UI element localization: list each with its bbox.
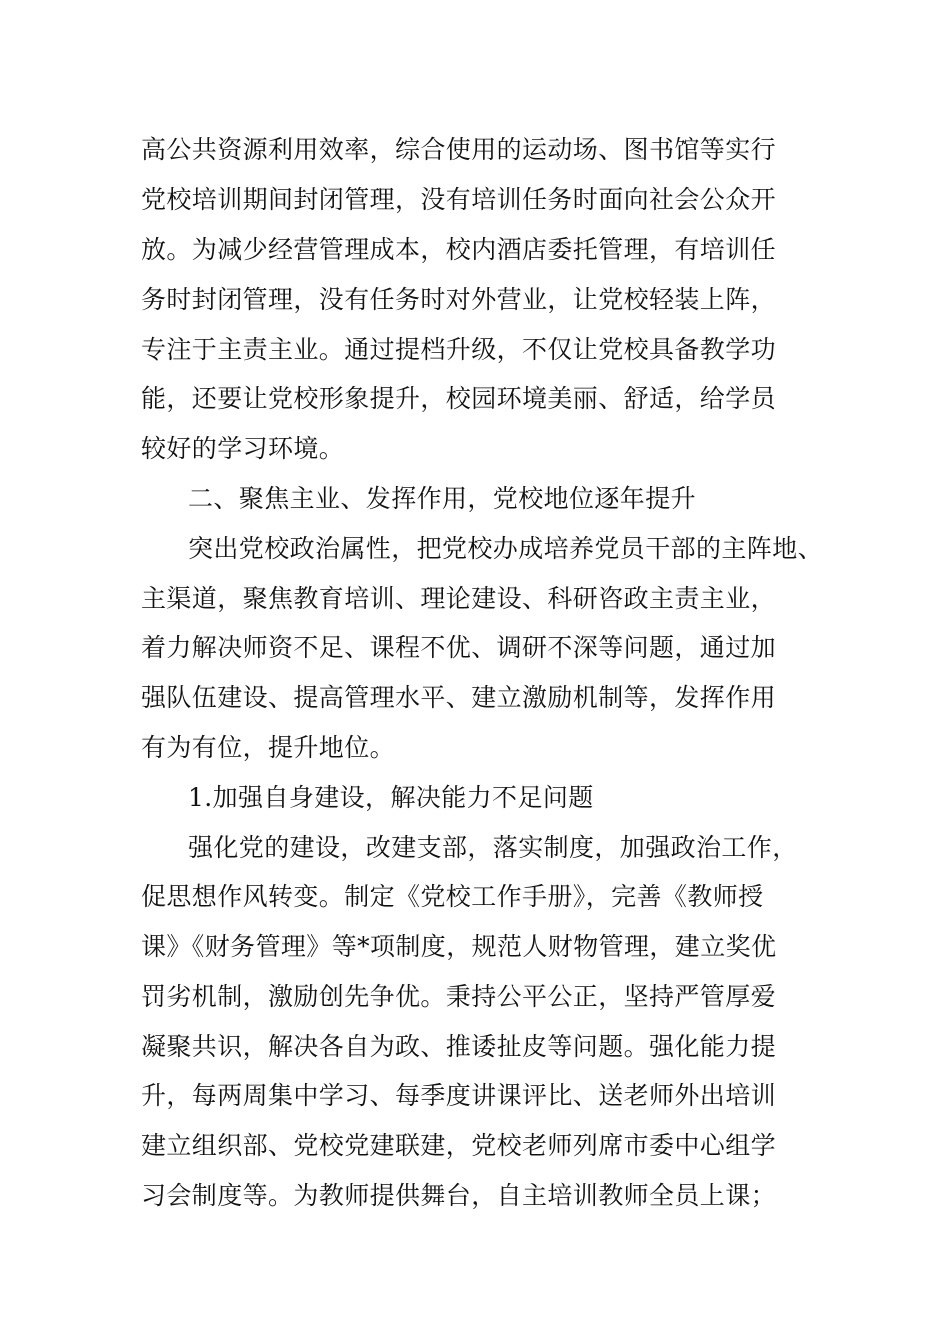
text-line: 突出党校政治属性，把党校办成培养党员干部的主阵地、	[188, 534, 824, 563]
text-line: 升，每两周集中学习、每季度讲课评比、送老师外出培训	[141, 1081, 777, 1110]
text-line: 专注于主责主业。通过提档升级，不仅让党校具备教学功	[141, 335, 777, 364]
text-line: 能，还要让党校形象提升，校园环境美丽、舒适，给学员	[141, 384, 777, 413]
text-line: 务时封闭管理，没有任务时对外营业，让党校轻装上阵，	[141, 285, 777, 314]
text-line: 主渠道，聚焦教育培训、理论建设、科研咨政主责主业，	[141, 584, 777, 613]
text-line: 较好的学习环境。	[141, 434, 345, 463]
text-line: 强队伍建设、提高管理水平、建立激励机制等，发挥作用	[141, 683, 777, 712]
text-line: 课》《财务管理》等*项制度，规范人财物管理，建立奖优	[141, 932, 777, 961]
text-line: 党校培训期间封闭管理，没有培训任务时面向社会公众开	[141, 185, 777, 214]
text-line: 凝聚共识，解决各自为政、推诿扯皮等问题。强化能力提	[141, 1032, 777, 1061]
text-line: 罚劣机制，激励创先争优。秉持公平公正，坚持严管厚爱	[141, 982, 777, 1011]
section-heading: 二、聚焦主业、发挥作用，党校地位逐年提升	[188, 484, 697, 513]
text-line: 建立组织部、党校党建联建，党校老师列席市委中心组学	[141, 1131, 777, 1160]
text-line: 强化党的建设，改建支部，落实制度，加强政治工作，	[188, 833, 798, 862]
text-line: 有为有位，提升地位。	[141, 733, 396, 762]
subsection-heading: 1.加强自身建设，解决能力不足问题	[188, 783, 594, 812]
text-line: 着力解决师资不足、课程不优、调研不深等问题，通过加	[141, 633, 777, 662]
text-line: 高公共资源利用效率，综合使用的运动场、图书馆等实行	[141, 135, 777, 164]
text-line: 促思想作风转变。制定《党校工作手册》，完善《教师授	[141, 882, 764, 911]
text-line: 习会制度等。为教师提供舞台，自主培训教师全员上课；	[141, 1181, 777, 1210]
text-line: 放。为减少经营管理成本，校内酒店委托管理，有培训任	[141, 235, 777, 264]
